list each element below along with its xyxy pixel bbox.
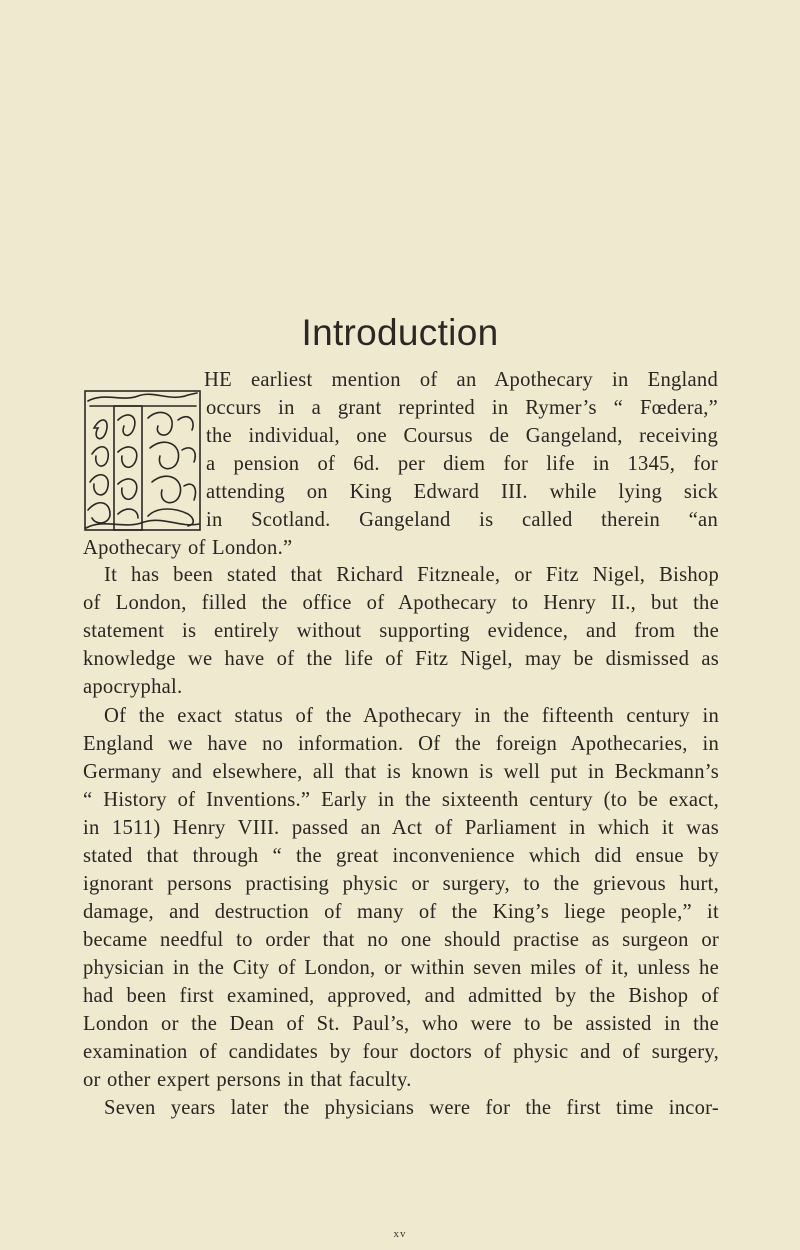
text-line: of London, filled the office of Apothecary to Henry II., but the — [83, 592, 719, 614]
text-line: in 1511) Henry VIII. passed an Act of Parliament in which it was — [83, 817, 719, 839]
text-line: Of the exact status of the Apothecary in the fifteenth century in — [104, 705, 719, 727]
text-line: attending on King Edward III. while lying sick — [206, 481, 718, 503]
text-line: It has been stated that Richard Fitzneale, or Fitz Nigel, Bishop — [104, 564, 719, 586]
text-line: occurs in a grant reprinted in Rymer’s “ Fœdera,” — [206, 397, 718, 419]
text-line: England we have no information. Of the foreign Apothecaries, in — [83, 733, 719, 755]
text-line: Apothecary of London.” — [83, 537, 293, 559]
text-line: physician in the City of London, or within seven miles of it, unless he — [83, 957, 719, 979]
text-line: statement is entirely without supporting evidence, and from the — [83, 620, 719, 642]
text-line: London or the Dean of St. Paul’s, who were to be assisted in the — [83, 1013, 719, 1035]
text-line: Germany and elsewhere, all that is known is well put in Beckmann’s — [83, 761, 719, 783]
text-line: Seven years later the physicians were for the first time incor- — [104, 1097, 719, 1119]
text-line: knowledge we have of the life of Fitz Nigel, may be dismissed as — [83, 648, 719, 670]
text-line: “ History of Inventions.” Early in the sixteenth century (to be exact, — [83, 789, 719, 811]
text-line: stated that through “ the great inconvenience which did ensue by — [83, 845, 719, 867]
ornamental-drop-cap-t — [84, 390, 201, 531]
text-line: had been first examined, approved, and admitted by the Bishop of — [83, 985, 719, 1007]
text-line: apocryphal. — [83, 676, 183, 698]
text-line: HE earliest mention of an Apothecary in England — [204, 369, 718, 391]
text-line: became needful to order that no one should practise as surgeon or — [83, 929, 719, 951]
text-line: examination of candidates by four doctors of physic and of surgery, — [83, 1041, 719, 1063]
page-number: xv — [393, 1228, 407, 1240]
page-title: Introduction — [301, 312, 499, 353]
text-line: ignorant persons practising physic or surgery, to the grievous hurt, — [83, 873, 719, 895]
text-line: in Scotland. Gangeland is called therein “an — [206, 509, 718, 531]
text-line: the individual, one Coursus de Gangeland, receiving — [206, 425, 718, 447]
text-line: a pension of 6d. per diem for life in 1345, for — [206, 453, 718, 475]
text-line: or other expert persons in that faculty. — [83, 1069, 412, 1091]
text-line: damage, and destruction of many of the King’s liege people,” it — [83, 901, 719, 923]
